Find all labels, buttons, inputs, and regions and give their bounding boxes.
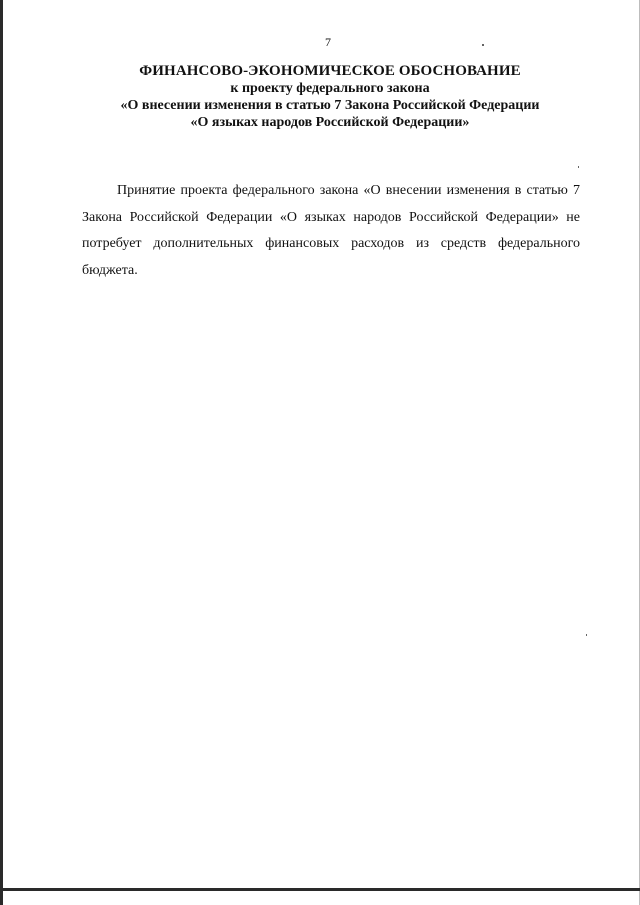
document-title: ФИНАНСОВО-ЭКОНОМИЧЕСКОЕ ОБОСНОВАНИЕ: [139, 63, 521, 79]
heading-law-name: «О внесении изменения в статью 7 Закона Российской Федерации: [120, 98, 540, 113]
scan-speck: [482, 44, 484, 46]
heading-law-name-cont: «О языках народов Российской Федерации»: [190, 115, 470, 130]
body-paragraph: Принятие проекта федерального закона «О внесении изменения в статью 7 Закона Российской Федерации «О языках народов Российской Федерации» не потребует дополнительных финансовых расходов из средств федерального бюджета.: [82, 183, 580, 278]
scan-speck: [586, 634, 587, 636]
document-heading: [60, 63, 600, 131]
page-number: 7: [325, 35, 331, 49]
scan-border-bottom: [0, 888, 640, 891]
scan-border-left: [0, 0, 3, 905]
scan-speck: [578, 166, 579, 168]
heading-subtitle: к проекту федерального закона: [230, 81, 430, 96]
